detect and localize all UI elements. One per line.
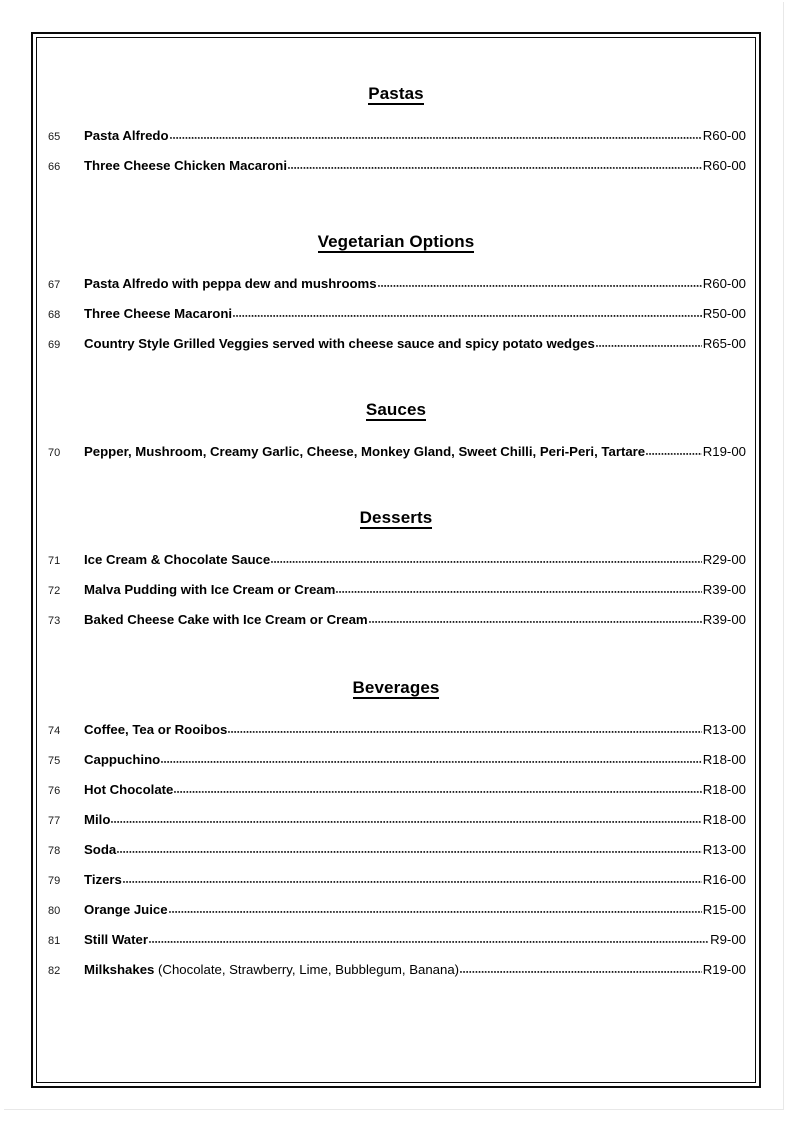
- menu-item-number: 74: [48, 725, 61, 737]
- menu-item-list: [44, 275, 748, 365]
- menu-item-row[interactable]: [44, 871, 748, 901]
- menu-item-price: R15-00: [702, 902, 746, 917]
- menu-item-list: [44, 443, 748, 473]
- menu-item-price: R18-00: [702, 812, 746, 827]
- section-heading-label: Sauces: [365, 400, 427, 419]
- menu-item-name: [84, 445, 645, 458]
- menu-item-number: 65: [48, 131, 61, 143]
- menu-item-name-main: Orange Juice: [84, 902, 168, 917]
- menu-section: [44, 401, 748, 473]
- dot-leader: [111, 811, 701, 824]
- dot-leader: [460, 961, 702, 974]
- menu-item-name-main: Malva Pudding with Ice Cream or Cream: [84, 582, 336, 597]
- section-spacer: [44, 641, 748, 679]
- section-heading: [44, 401, 748, 421]
- menu-item-row[interactable]: [44, 751, 748, 781]
- section-spacer: [44, 187, 748, 233]
- menu-item-note: (Chocolate, Strawberry, Lime, Bubblegum, Banana): [154, 962, 460, 977]
- menu-item-price: R13-00: [702, 722, 746, 737]
- dot-leader: [123, 871, 702, 884]
- menu-item-name: [84, 337, 595, 350]
- menu-item-name: [84, 783, 173, 796]
- menu-item-row[interactable]: [44, 781, 748, 811]
- menu-item-name-main: Pepper, Mushroom, Creamy Garlic, Cheese, Monkey Gland, Sweet Chilli, Peri-Peri, Tartare: [84, 444, 646, 459]
- dot-leader: [336, 581, 701, 594]
- dot-leader: [149, 931, 709, 944]
- menu-item-name-main: Soda: [84, 842, 117, 857]
- menu-item-row[interactable]: [44, 721, 748, 751]
- menu-section: [44, 679, 748, 991]
- menu-item-number: 75: [48, 755, 61, 767]
- menu-item-name-main: Pasta Alfredo: [84, 128, 169, 143]
- menu-item-name: [84, 553, 270, 566]
- menu-item-row[interactable]: [44, 611, 748, 641]
- dot-leader: [228, 721, 701, 734]
- heading-spacer: [44, 421, 748, 443]
- dot-leader: [117, 841, 701, 854]
- menu-item-price: R60-00: [702, 158, 746, 173]
- menu-item-row[interactable]: [44, 157, 748, 187]
- menu-item-name-main: Country Style Grilled Veggies served with cheese sauce and spicy potato wedges: [84, 336, 595, 351]
- menu-item-price: R18-00: [702, 752, 746, 767]
- menu-item-number: 68: [48, 309, 61, 321]
- menu-item-price: R29-00: [702, 552, 746, 567]
- dot-leader: [596, 335, 702, 348]
- menu-item-name: [84, 723, 227, 736]
- menu-item-row[interactable]: [44, 931, 748, 961]
- menu-item-row[interactable]: [44, 305, 748, 335]
- menu-item-price: R50-00: [702, 306, 746, 321]
- heading-spacer: [44, 105, 748, 127]
- menu-item-name: [84, 583, 335, 596]
- menu-item-list: [44, 127, 748, 187]
- menu-item-number: 72: [48, 585, 61, 597]
- menu-item-name: [84, 129, 169, 142]
- menu-item-price: R16-00: [702, 872, 746, 887]
- menu-item-number: 66: [48, 161, 61, 173]
- menu-item-row[interactable]: [44, 841, 748, 871]
- menu-item-name: [84, 873, 122, 886]
- menu-item-number: 70: [48, 447, 61, 459]
- menu-item-name-main: Three Cheese Macaroni: [84, 306, 233, 321]
- menu-item-row[interactable]: [44, 335, 748, 365]
- dot-leader: [161, 751, 702, 764]
- menu-item-row[interactable]: [44, 961, 748, 991]
- menu-item-number: 69: [48, 339, 61, 351]
- menu-item-row[interactable]: [44, 811, 748, 841]
- menu-item-name-main: Tizers: [84, 872, 122, 887]
- section-heading: [44, 233, 748, 253]
- menu-item-number: 73: [48, 615, 61, 627]
- menu-content: [44, 45, 748, 1075]
- menu-item-name-main: Hot Chocolate: [84, 782, 174, 797]
- menu-item-name: [84, 277, 377, 290]
- menu-item-list: [44, 721, 748, 991]
- menu-item-price: R19-00: [702, 444, 746, 459]
- menu-section: [44, 85, 748, 187]
- menu-item-name-main: Cappuchino: [84, 752, 161, 767]
- menu-sections: [44, 45, 748, 991]
- menu-item-price: R60-00: [702, 276, 746, 291]
- menu-item-price: R39-00: [702, 582, 746, 597]
- menu-item-price: R19-00: [702, 962, 746, 977]
- section-heading-label: Desserts: [359, 508, 433, 527]
- menu-item-name: [84, 963, 459, 976]
- dot-leader: [271, 551, 702, 564]
- section-heading: [44, 509, 748, 529]
- dot-leader: [378, 275, 702, 288]
- section-heading-label: Vegetarian Options: [317, 232, 475, 251]
- section-heading: [44, 85, 748, 105]
- menu-item-price: R39-00: [702, 612, 746, 627]
- dot-leader: [288, 157, 702, 170]
- dot-leader: [233, 305, 702, 318]
- menu-item-number: 76: [48, 785, 61, 797]
- menu-item-number: 67: [48, 279, 61, 291]
- dot-leader: [169, 901, 702, 914]
- section-spacer: [44, 365, 748, 401]
- menu-item-number: 79: [48, 875, 61, 887]
- menu-item-list: [44, 551, 748, 641]
- menu-item-name-main: Baked Cheese Cake with Ice Cream or Cream: [84, 612, 368, 627]
- menu-item-row[interactable]: [44, 901, 748, 931]
- section-spacer: [44, 473, 748, 509]
- menu-item-price: R60-00: [702, 128, 746, 143]
- dot-leader: [646, 443, 702, 456]
- menu-item-name: [84, 903, 168, 916]
- menu-item-name: [84, 813, 110, 826]
- menu-item-name-main: Coffee, Tea or Rooibos: [84, 722, 228, 737]
- heading-spacer: [44, 253, 748, 275]
- dot-leader: [170, 127, 702, 140]
- menu-item-number: 77: [48, 815, 61, 827]
- menu-item-number: 82: [48, 965, 61, 977]
- menu-item-price: R65-00: [702, 336, 746, 351]
- section-spacer: [44, 45, 748, 85]
- heading-spacer: [44, 699, 748, 721]
- menu-item-price: R9-00: [710, 932, 746, 947]
- menu-item-name: [84, 307, 232, 320]
- menu-item-name: [84, 753, 160, 766]
- menu-item-name-main: Milkshakes: [84, 962, 155, 977]
- heading-spacer: [44, 529, 748, 551]
- menu-item-name-main: Still Water: [84, 932, 148, 947]
- menu-item-number: 81: [48, 935, 61, 947]
- menu-item-name-main: Ice Cream & Chocolate Sauce: [84, 552, 271, 567]
- menu-item-row[interactable]: [44, 581, 748, 611]
- menu-item-name: [84, 159, 287, 172]
- menu-item-row[interactable]: [44, 551, 748, 581]
- menu-item-name-main: Milo: [84, 812, 111, 827]
- menu-item-row[interactable]: [44, 127, 748, 157]
- dot-leader: [369, 611, 702, 624]
- menu-item-name-main: Pasta Alfredo with peppa dew and mushrooms: [84, 276, 377, 291]
- menu-item-name-main: Three Cheese Chicken Macaroni: [84, 158, 288, 173]
- menu-item-row[interactable]: [44, 275, 748, 305]
- menu-section: [44, 233, 748, 365]
- menu-item-price: R13-00: [702, 842, 746, 857]
- menu-item-name: [84, 843, 116, 856]
- menu-item-name: [84, 613, 368, 626]
- menu-item-price: R18-00: [702, 782, 746, 797]
- menu-item-number: 80: [48, 905, 61, 917]
- section-heading-label: Beverages: [352, 678, 440, 697]
- menu-item-name: [84, 933, 148, 946]
- menu-section: [44, 509, 748, 641]
- menu-item-number: 78: [48, 845, 61, 857]
- dot-leader: [174, 781, 701, 794]
- menu-item-row[interactable]: [44, 443, 748, 473]
- section-heading-label: Pastas: [368, 84, 424, 103]
- section-heading: [44, 679, 748, 699]
- menu-item-number: 71: [48, 555, 61, 567]
